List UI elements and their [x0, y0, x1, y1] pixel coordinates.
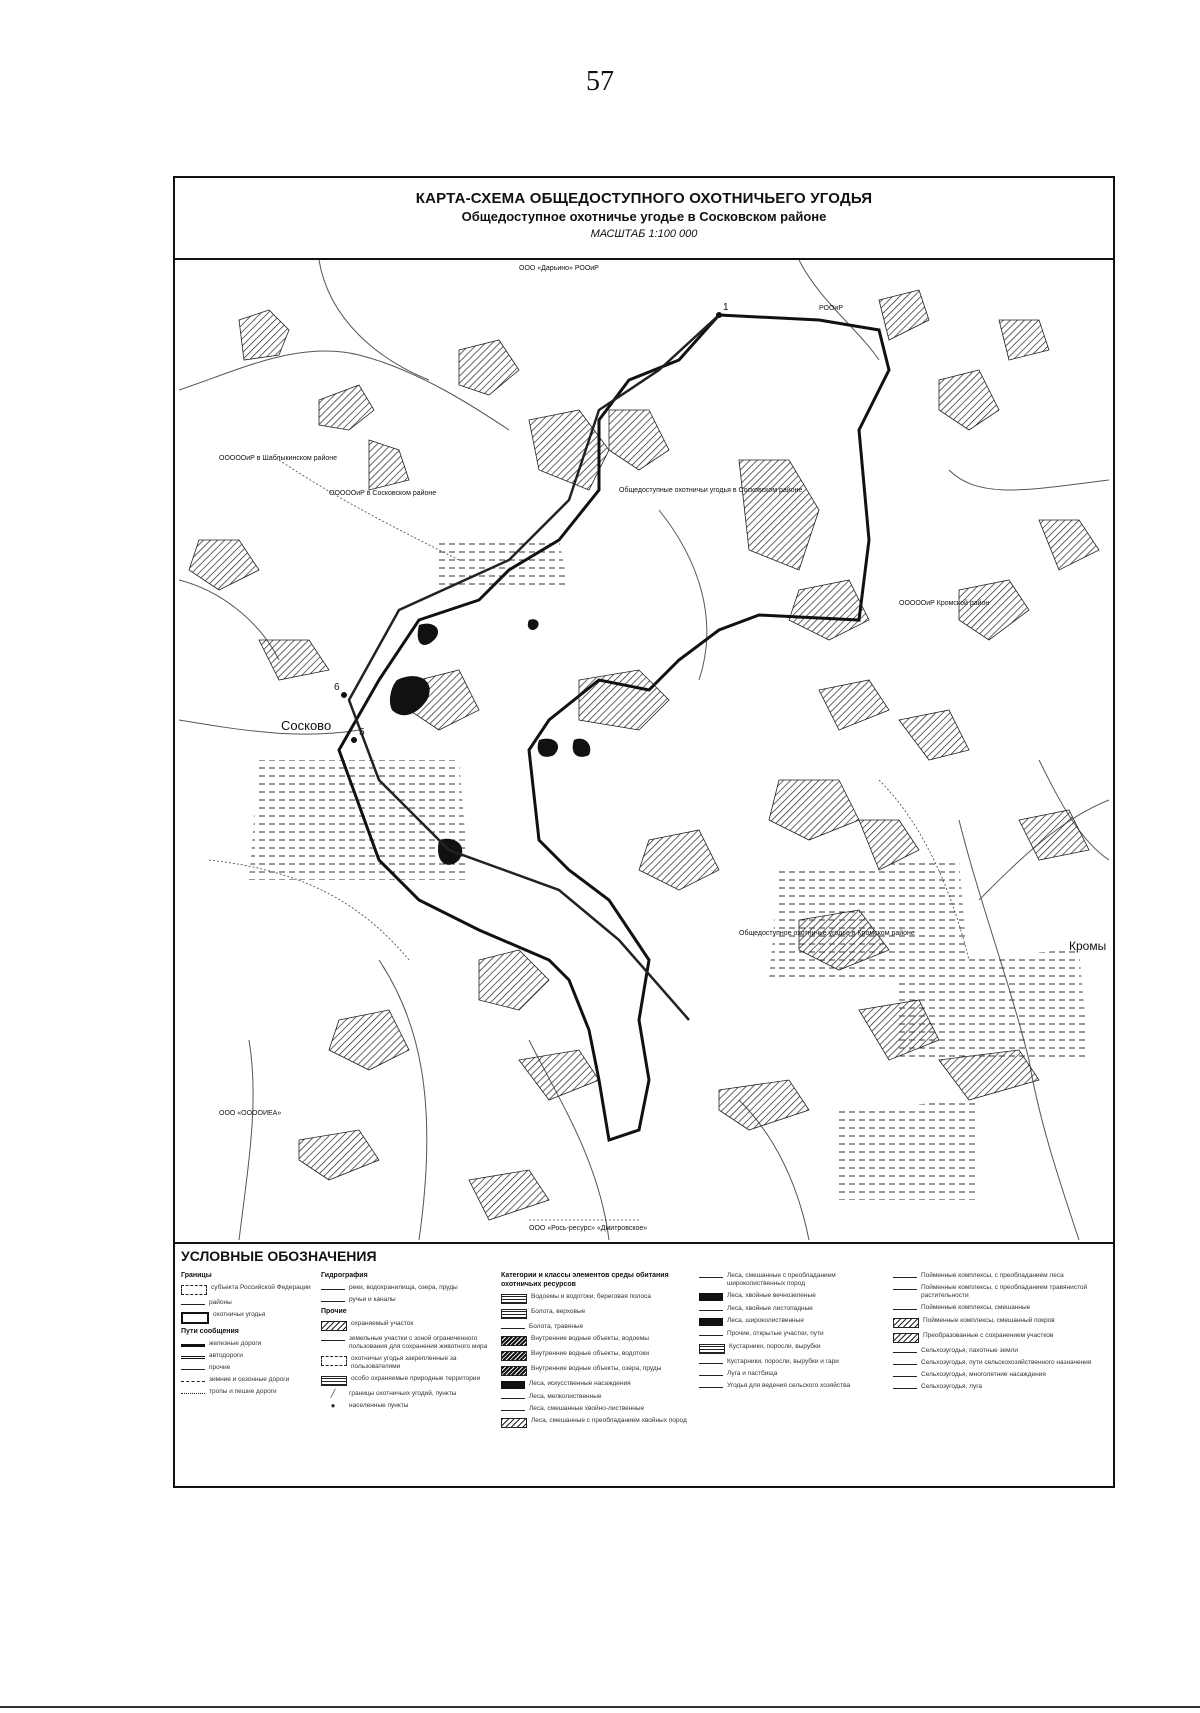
- legend-categories-heading: Категории и классы элементов среды обитания охотничьих ресурсов: [501, 1272, 669, 1288]
- legend-item: Сельхозугодья, многолетние насаждения: [893, 1371, 1105, 1379]
- legend-item: Сельхозугодья, луга: [893, 1383, 1105, 1391]
- legend-item: ● населенные пункты: [330, 1401, 409, 1411]
- ooo-top-label: ООО «Дарьино» РООиР: [519, 265, 599, 272]
- legend-item: Луга и пастбища: [699, 1370, 885, 1378]
- legend-item: Кустарники, поросли, вырубки: [699, 1343, 885, 1354]
- legend-col-2: [321, 1272, 493, 1415]
- legend-item: охотничьи угодья закрепленные за пользователями: [321, 1355, 493, 1371]
- map-drawing: [179, 260, 1109, 1240]
- legend-other-heading: Прочие: [321, 1308, 347, 1315]
- legend-item: зимние и сезонные дороги: [181, 1376, 331, 1384]
- legend-item: субъекта Российской Федерации: [181, 1284, 331, 1295]
- rooir-top-right-label: РООиР: [819, 305, 843, 312]
- point-1-label: 1: [723, 302, 729, 313]
- legend-item: Внутренние водные объекты, водотоки: [501, 1350, 691, 1361]
- legend-item: Леса, смешанные с преобладанием широколиственных пород: [699, 1272, 885, 1288]
- krom-rooir-label: ОООООиР Кромской район: [899, 600, 990, 607]
- legend-item: Болота, травяные: [501, 1323, 691, 1331]
- legend-item: тропы и пешие дороги: [181, 1388, 331, 1396]
- legend-item: реки, водохранилища, озера, пруды: [321, 1284, 493, 1292]
- legend-item: прочие: [181, 1364, 331, 1372]
- page-footer-line: [0, 1706, 1200, 1708]
- legend-item: охотничьи угодья: [181, 1311, 331, 1324]
- legend-item: Леса, хвойные вечнозеленые: [699, 1292, 885, 1301]
- legend-item: Внутренние водные объекты, водоемы: [501, 1335, 691, 1346]
- legend-item: Водоемы и водотоки, береговая полоса: [501, 1293, 691, 1304]
- legend-borders-heading: Границы: [181, 1272, 212, 1279]
- page-number: 57: [586, 66, 614, 97]
- legend-item: Леса, смешанные с преобладанием хвойных пород: [501, 1417, 691, 1428]
- legend-item: земельные участки с зоной ограниченного пользования для сохранения животного мира: [321, 1335, 493, 1351]
- legend-item: особо охраняемые природные территории: [321, 1375, 493, 1386]
- legend-title: УСЛОВНЫЕ ОБОЗНАЧЕНИЯ: [181, 1248, 377, 1264]
- legend-col-4: [699, 1272, 885, 1394]
- kromy-label: Кромы: [1069, 939, 1107, 953]
- sh-district-label: ОООООиР в Шаблыкинском районе: [219, 455, 338, 462]
- legend-item: Кустарники, поросли, вырубки и гари: [699, 1358, 885, 1366]
- public-north-label: Общедоступные охотничьи угодья в Сосковском районе: [619, 487, 803, 494]
- legend-item: районы: [181, 1299, 331, 1307]
- legend-item: Преобразованные с сохранением участков: [893, 1332, 1105, 1343]
- legend-item: ручьи и каналы: [321, 1296, 493, 1304]
- map-title: КАРТА-СХЕМА ОБЩЕДОСТУПНОГО ОХОТНИЧЬЕГО УГОДЬЯ: [415, 190, 873, 207]
- legend: [175, 1242, 1113, 1486]
- boundary-points: [341, 312, 722, 743]
- legend-item: Леса, смешанные хвойно-лиственные: [501, 1405, 691, 1413]
- public-south-label: Общедоступное охотничье угодье в Кромском районе: [739, 930, 915, 937]
- legend-item: Болота, верховые: [501, 1308, 691, 1319]
- forest-patches: [189, 290, 1099, 1220]
- legend-item: охраняемый участок: [321, 1320, 493, 1331]
- map-scale: МАСШТАБ 1:100 000: [590, 228, 698, 240]
- legend-item: Леса, мелколиственные: [501, 1393, 691, 1401]
- map-subtitle: Общедоступное охотничье угодье в Сосковском районе: [461, 209, 827, 224]
- legend-item: Пойменные комплексы, с преобладанием травянистой растительности: [893, 1284, 1105, 1300]
- legend-item: Леса, широколиственные: [699, 1317, 885, 1326]
- legend-item: Прочие, открытые участки, пути: [699, 1330, 885, 1338]
- legend-col-5: [893, 1272, 1105, 1395]
- legend-item: Внутренние водные объекты, озера, пруды: [501, 1365, 691, 1376]
- bottom-left-label: ООО «ООООИЕА»: [219, 1110, 282, 1117]
- legend-item: Пойменные комплексы, смешанный покров: [893, 1317, 1105, 1328]
- legend-roads-heading: Пути сообщения: [181, 1327, 239, 1335]
- center-town-label: Сосково: [281, 718, 332, 733]
- legend-item: Пойменные комплексы, с преобладанием леса: [893, 1272, 1105, 1280]
- legend-item: Леса, искусственные насаждения: [501, 1380, 691, 1389]
- legend-col-3: [501, 1272, 691, 1432]
- point-5-label: 5: [359, 727, 365, 738]
- legend-hydro-heading: Гидрография: [321, 1272, 368, 1279]
- map-header: [175, 178, 1113, 260]
- map-frame: [173, 176, 1115, 1488]
- legend-item: Угодья для ведения сельского хозяйства: [699, 1382, 885, 1390]
- legend-item: автодороги: [181, 1352, 331, 1360]
- legend-item: ╱ границы охотничьих угодий, пункты: [330, 1389, 457, 1399]
- bottom-center-label: ООО «Рось-ресурс» «Дмитровское»: [529, 1225, 648, 1232]
- legend-item: Пойменные комплексы, смешанные: [893, 1304, 1105, 1312]
- legend-item: железные дороги: [181, 1340, 331, 1348]
- sosk-rooir-label: ОООООиР в Сосковском районе: [329, 490, 437, 497]
- legend-item: Сельхозугодья, пути сельскохозяйственного назначения: [893, 1359, 1105, 1367]
- map-canvas: [179, 260, 1109, 1240]
- legend-item: Леса, хвойные листопадные: [699, 1305, 885, 1313]
- legend-col-1: [181, 1272, 331, 1400]
- legend-item: Сельхозугодья, пахотные земли: [893, 1347, 1105, 1355]
- point-6-label: 6: [334, 682, 340, 693]
